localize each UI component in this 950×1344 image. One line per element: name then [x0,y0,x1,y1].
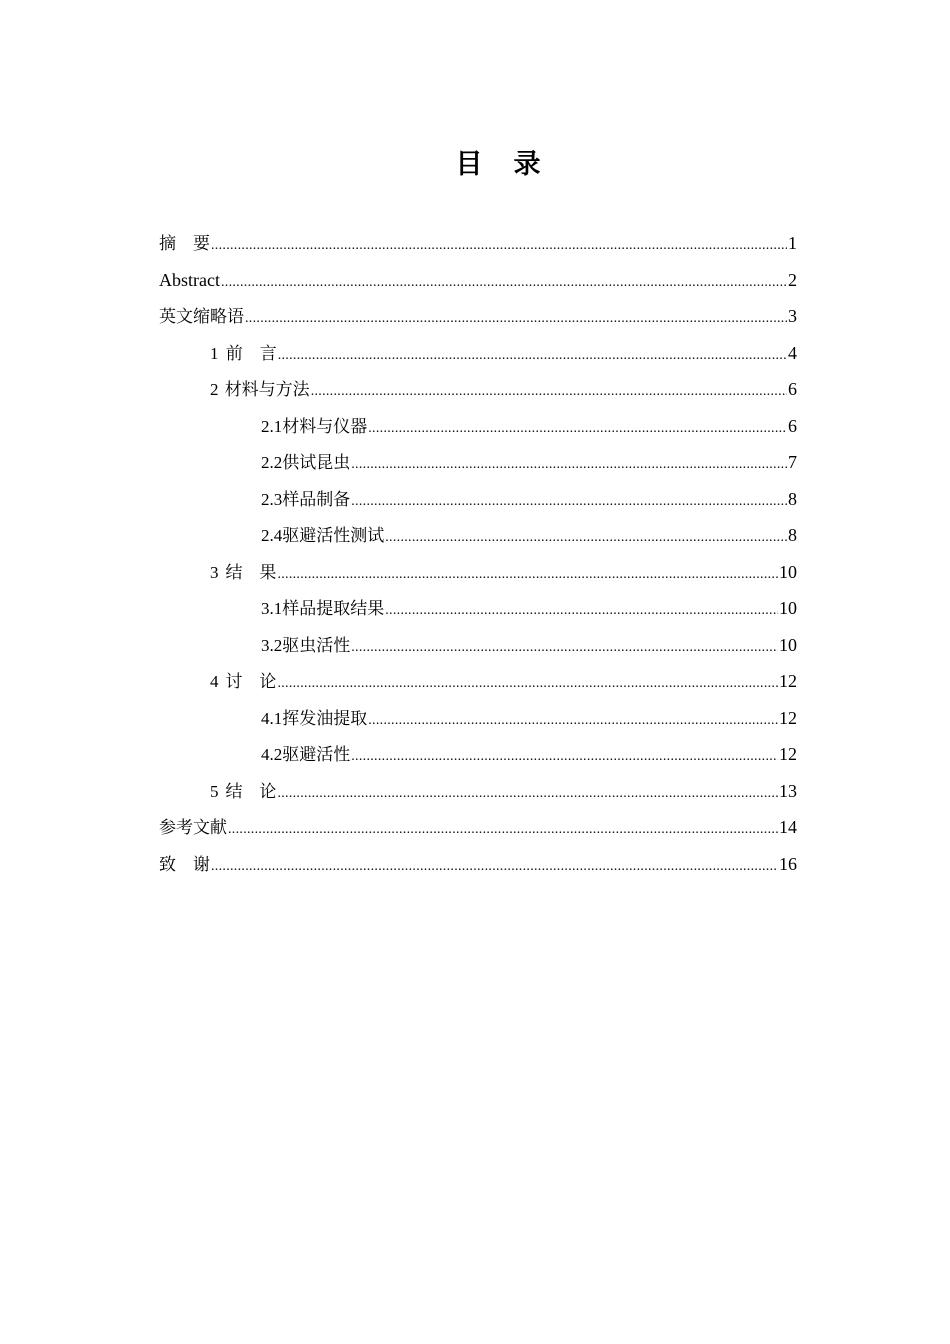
dot-leader [278,338,787,375]
dot-leader [221,265,787,302]
toc-entry-section-4-2[interactable] [159,736,797,773]
toc-entry-number: 1 [210,343,219,363]
toc-entry-section-5[interactable] [159,773,797,810]
toc-entry-section-2-4[interactable] [159,517,797,554]
toc-entry-label: 驱虫活性 [282,635,351,656]
toc-entry-page: 12 [779,707,797,728]
toc-entry-section-3-2[interactable] [159,627,797,664]
toc-entry-abstract-cn[interactable] [159,225,797,262]
toc-entry-page: 14 [779,817,797,837]
toc-entry-label: 致 谢 [159,854,210,875]
toc-entry-abstract-en[interactable] [159,262,797,299]
toc-entry-page: 2 [788,269,797,290]
toc-entry-page: 6 [788,415,797,436]
toc-entry-page: 3 [788,306,797,326]
toc-entry-label: 挥发油提取 [282,708,368,729]
toc-entry-page: 8 [788,488,797,509]
table-of-contents [159,225,797,882]
toc-entry-page: 1 [788,233,797,253]
toc-entry-page: 10 [779,598,797,618]
dot-leader [351,447,787,484]
toc-entry-label: 样品提取结果 [282,599,385,619]
toc-entry-label: 驱避活性测试 [282,526,385,546]
toc-entry-acknowledgements[interactable] [159,846,797,883]
toc-entry-number: 2.4 [261,526,283,545]
dot-leader [368,411,787,448]
toc-entry-page: 12 [779,671,797,691]
toc-entry-number: 4.1 [261,708,283,728]
toc-title: 目 录 [455,149,543,180]
toc-entry-label: 结 论 [225,781,277,802]
dot-leader [368,703,778,740]
dot-leader [311,374,787,411]
toc-entry-abbreviations[interactable] [159,298,797,335]
toc-entry-section-2-1[interactable] [159,408,797,445]
toc-entry-references[interactable] [159,809,797,846]
toc-entry-number: 4.2 [261,745,283,764]
dot-leader [385,520,787,557]
toc-entry-label: 材料与方法 [224,380,310,400]
dot-leader [245,301,787,338]
toc-entry-number: 4 [210,672,219,691]
toc-entry-section-4[interactable] [159,663,797,700]
toc-entry-page: 12 [779,744,797,764]
toc-entry-page: 8 [788,525,797,545]
toc-entry-page: 13 [779,780,797,801]
toc-entry-section-2-2[interactable] [159,444,797,481]
toc-entry-page: 10 [779,634,797,655]
toc-entry-label: 摘 要 [159,234,210,254]
toc-entry-number: 2.3 [261,489,283,509]
toc-entry-number: 5 [210,781,219,801]
toc-entry-page: 6 [788,379,797,399]
dot-leader [277,776,778,813]
dot-leader [211,228,787,265]
toc-entry-number: 2.2 [261,453,283,472]
toc-entry-number: 2 [210,380,219,399]
toc-entry-number: 3.1 [261,599,283,618]
toc-entry-label: 讨 论 [225,672,277,692]
toc-entry-label: 供试昆虫 [282,453,351,473]
dot-leader [277,557,778,594]
toc-entry-number: 2.1 [261,416,283,436]
toc-entry-number: 3.2 [261,635,283,655]
toc-entry-label: Abstract [159,269,220,290]
toc-entry-label: 材料与仪器 [282,416,368,437]
toc-entry-page: 16 [779,853,797,874]
dot-leader [277,666,778,703]
dot-leader [351,630,778,667]
toc-entry-section-3[interactable] [159,554,797,591]
toc-entry-section-4-1[interactable] [159,700,797,737]
toc-entry-page: 7 [788,452,797,472]
toc-entry-number: 3 [210,562,219,582]
toc-entry-label: 样品制备 [282,489,351,510]
toc-entry-label: 结 果 [225,562,277,583]
toc-entry-section-2-3[interactable] [159,481,797,518]
toc-entry-section-1[interactable] [159,335,797,372]
dot-leader [228,812,778,849]
toc-entry-label: 英文缩略语 [159,307,244,327]
toc-entry-label: 参考文献 [159,818,227,838]
dot-leader [211,849,778,886]
dot-leader [385,593,778,630]
toc-entry-page: 10 [779,561,797,582]
dot-leader [351,484,787,521]
toc-entry-section-3-1[interactable] [159,590,797,627]
dot-leader [351,739,778,776]
toc-entry-page: 4 [788,342,797,363]
toc-entry-label: 驱避活性 [282,745,351,765]
toc-entry-section-2[interactable] [159,371,797,408]
toc-entry-label: 前 言 [225,343,277,364]
